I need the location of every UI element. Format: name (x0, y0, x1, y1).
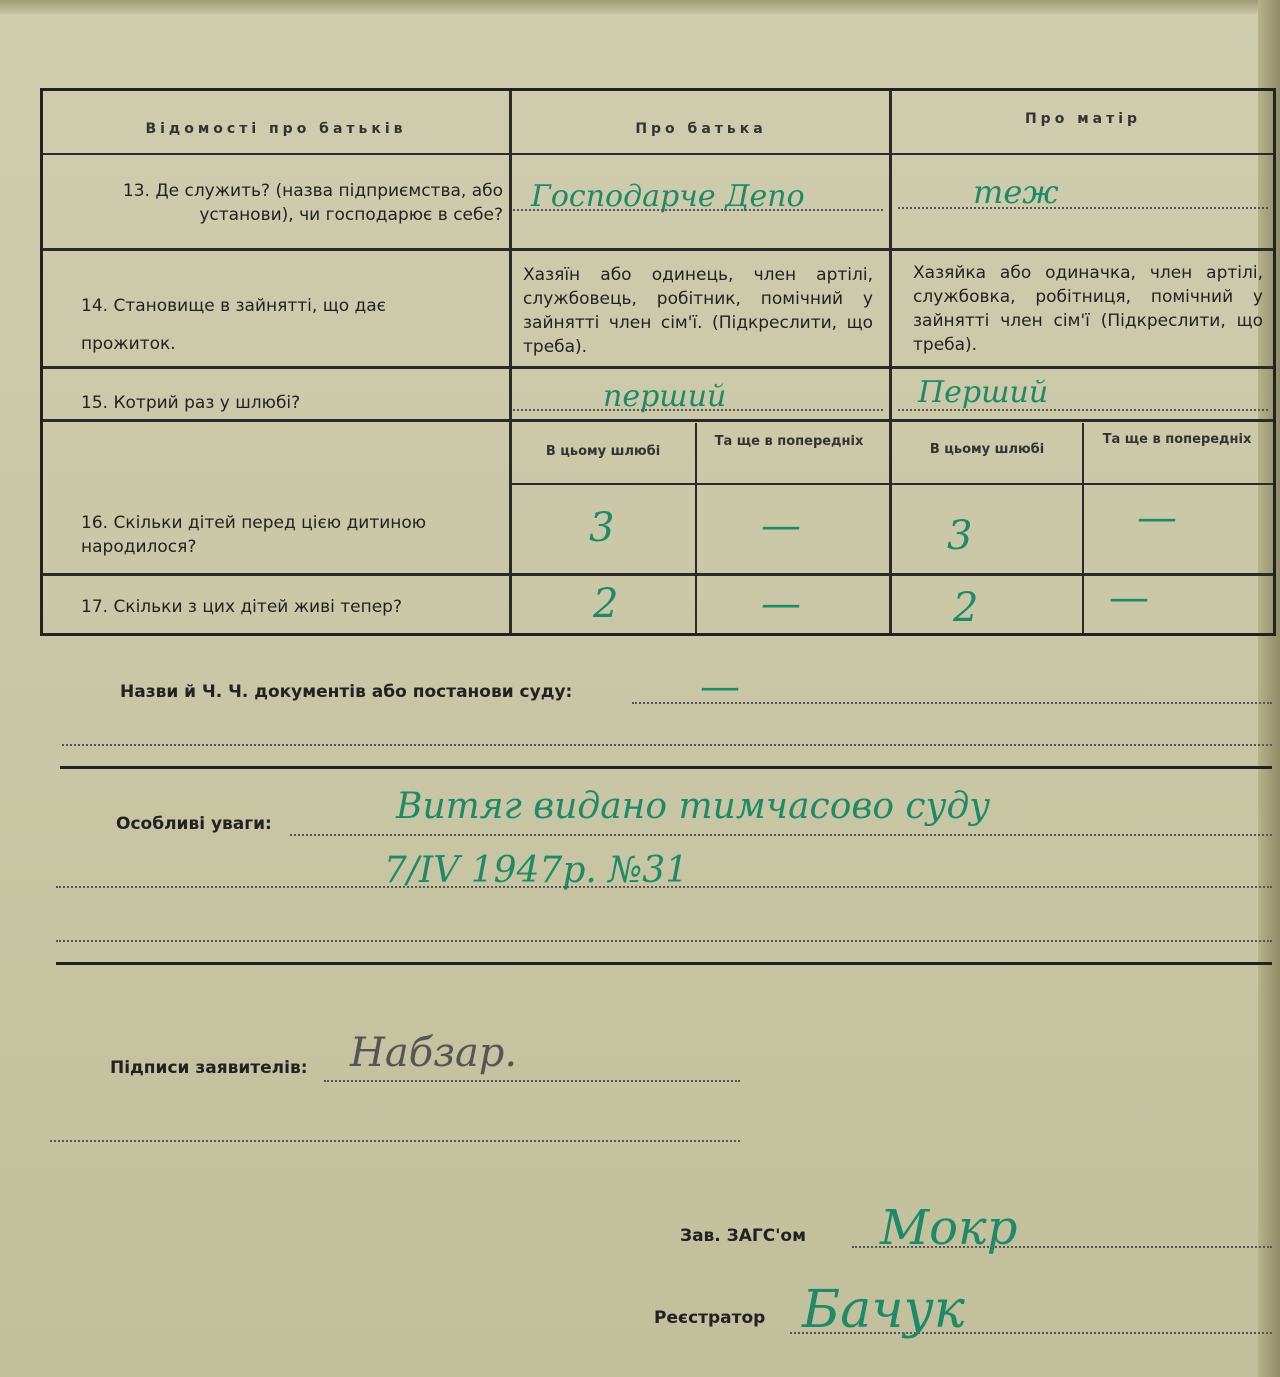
registrar-signature: Бачук (802, 1280, 965, 1340)
question-15: 15. Котрий раз у шлюбі? (81, 393, 301, 413)
section-rule (60, 766, 1272, 769)
col-divider (889, 91, 892, 633)
row-divider (43, 153, 1273, 155)
answer-17-mother-this: 2 (953, 585, 979, 631)
col-this-marriage-father: В цьому шлюбі (545, 444, 661, 459)
options-14-father: Хазяїн або одинець, член артілі, службовець, робітник, помічний у зайнятті член сім'ї. (Підкреслити, що треба). (523, 265, 873, 357)
col-divider (509, 91, 512, 633)
question-13: 13. Де служить? (назва підприємства, або установи), чи господарює в себе? (122, 181, 503, 225)
header-father: Про батька (635, 121, 767, 137)
col-previous-father: Та ще в попередніх (714, 434, 864, 449)
answer-17-father-this: 2 (593, 581, 619, 627)
notes-label: Особливі уваги: (116, 814, 272, 834)
dotted-line (56, 940, 1272, 942)
question-16: 16. Скільки дітей перед цією дитиною народилося? (81, 513, 427, 557)
applicants-signature: Набзар. (350, 1030, 518, 1076)
row-divider (43, 419, 1273, 422)
row-divider (43, 573, 1273, 576)
col-previous-mother: Та ще в попередніх (1102, 432, 1252, 447)
header-info: Відомості про батьків (145, 121, 407, 137)
dotted-line (324, 1080, 740, 1082)
col-divider (1082, 423, 1084, 633)
dotted-line (290, 834, 1272, 836)
page-edge-top (0, 0, 1280, 14)
documents-value: — (700, 664, 740, 710)
col-divider (695, 423, 697, 633)
answer-17-father-prev: — (761, 581, 801, 627)
row-divider (43, 248, 1273, 251)
answer-13-mother: теж (973, 173, 1059, 211)
question-17: 17. Скільки з цих дітей живі тепер? (81, 597, 402, 617)
row-divider (43, 366, 1273, 369)
notes-line-2: 7/IV 1947р. №31 (384, 850, 689, 891)
answer-16-mother-this: 3 (947, 513, 973, 559)
answer-13-father: Господарче Депо (531, 179, 805, 214)
question-14: 14. Становище в зайнятті, що дає прожиток. (81, 296, 387, 354)
answer-15-mother: Перший (918, 375, 1049, 410)
answer-15-father: перший (603, 379, 727, 414)
notes-line-1: Витяг видано тимчасово суду (396, 786, 991, 827)
dotted-line (50, 1140, 740, 1142)
documents-label: Назви й Ч. Ч. документів або постанови суду: (120, 682, 573, 702)
header-mother: Про матір (1024, 111, 1142, 127)
head-label: Зав. ЗАГС'ом (680, 1226, 807, 1246)
dotted-line (898, 409, 1268, 411)
parents-info-table (40, 88, 1276, 636)
dotted-line (513, 409, 883, 411)
section-rule (56, 962, 1272, 965)
answer-16-mother-prev: — (1137, 495, 1177, 541)
options-14-mother: Хазяйка або одиначка, член артілі, службовка, робітниця, помічний у зайнятті член сім'ї (Підкреслити, що треба). (913, 263, 1263, 355)
head-signature: Мокр (880, 1200, 1018, 1256)
dotted-line (56, 886, 1272, 888)
dotted-line (513, 209, 883, 211)
dotted-line (62, 744, 1272, 746)
dotted-line (632, 702, 1272, 704)
answer-16-father-this: 3 (589, 505, 615, 551)
answer-17-mother-prev: — (1109, 575, 1149, 621)
applicants-label: Підписи заявителів: (110, 1058, 308, 1078)
registrar-label: Реєстратор (654, 1308, 766, 1328)
col-this-marriage-mother: В цьому шлюбі (929, 442, 1045, 457)
answer-16-father-prev: — (761, 503, 801, 549)
dotted-line (898, 207, 1268, 209)
